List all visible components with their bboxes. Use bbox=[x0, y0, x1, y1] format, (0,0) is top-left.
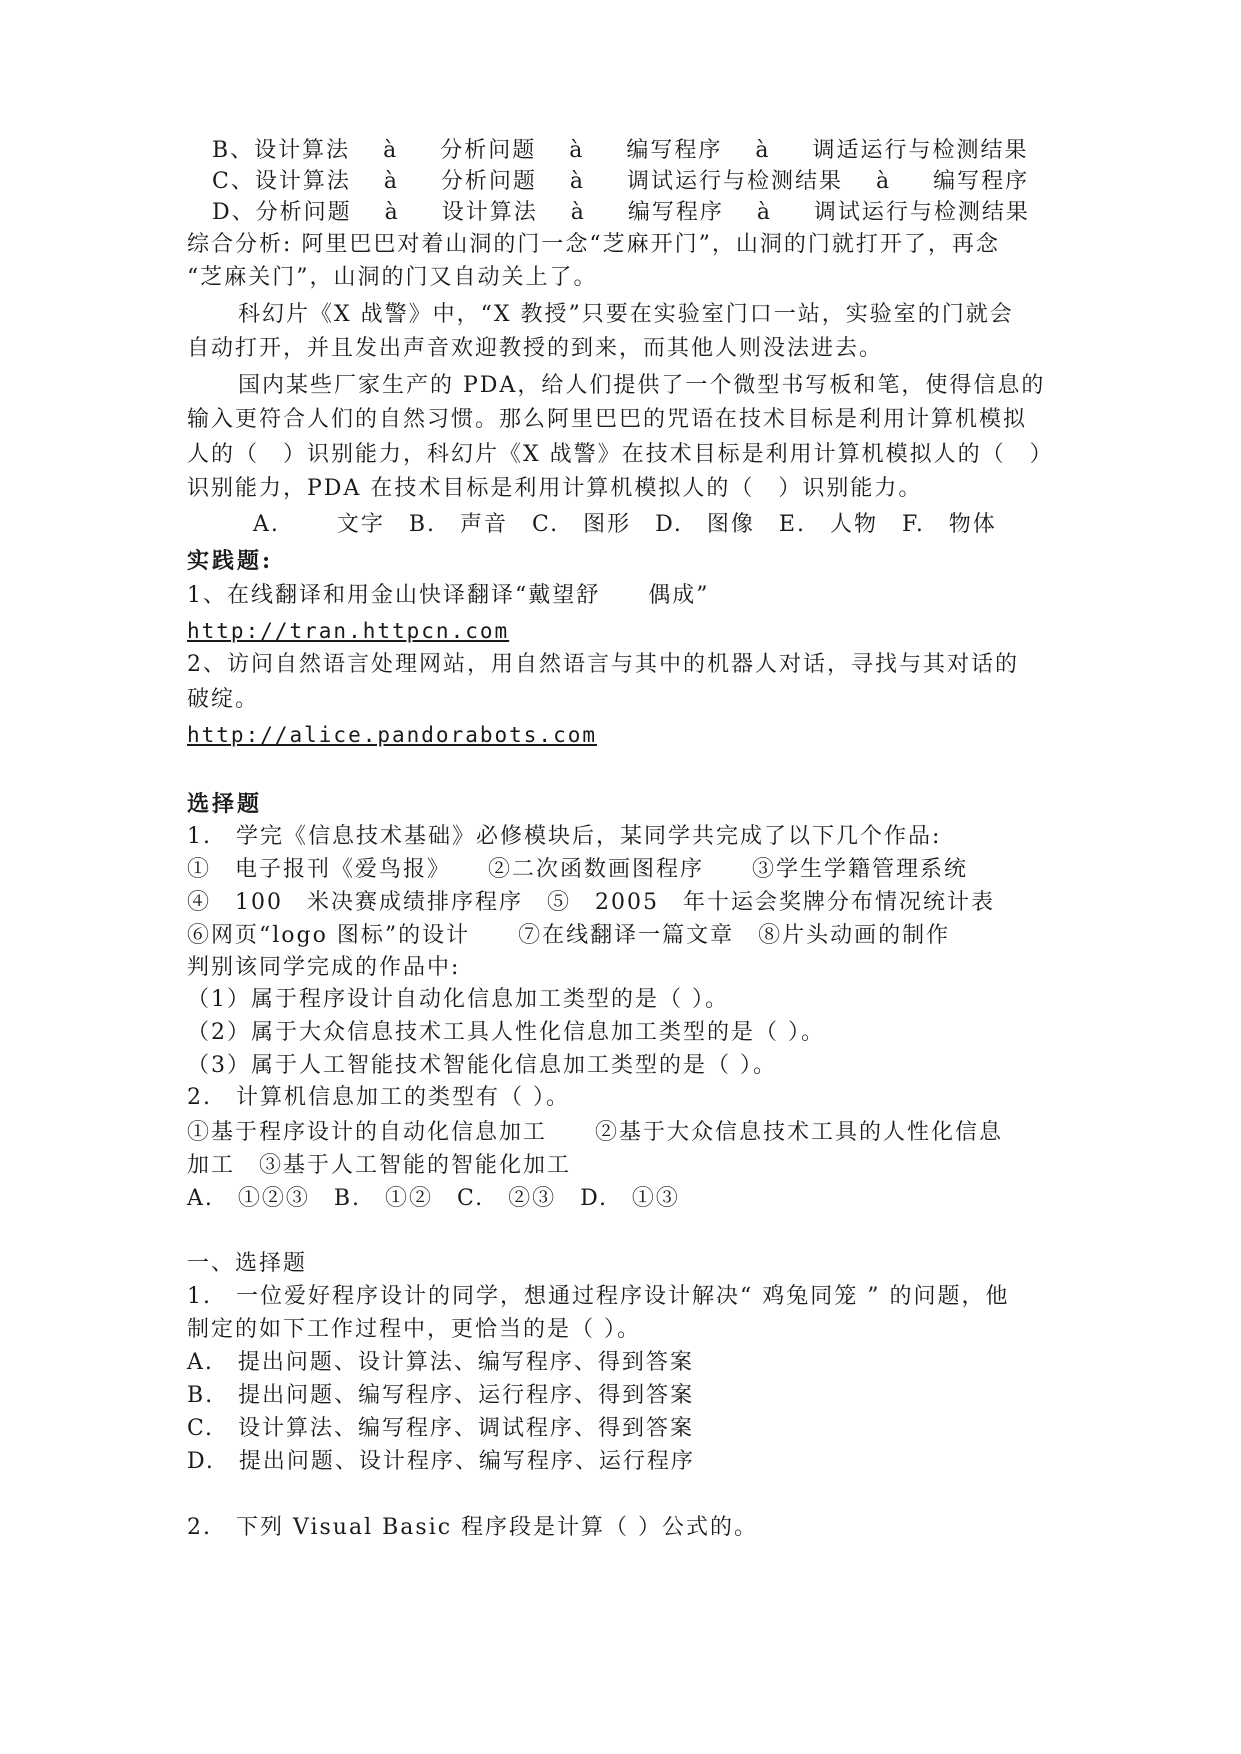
choice2-option-c: C. 设计算法、编写程序、调试程序、得到答案 bbox=[187, 1416, 695, 1441]
analysis-p3-line3: 人的（ ）识别能力，科幻片《X 战警》在技术目标是利用计算机模拟人的（ ） bbox=[187, 442, 1054, 467]
practice-q2-line1: 2、访问自然语言处理网站，用自然语言与其中的机器人对话，寻找与其对话的 bbox=[187, 652, 1019, 677]
analysis-p3-line2: 输入更符合人们的自然习惯。那么阿里巴巴的咒语在技术目标是利用计算机模拟 bbox=[187, 407, 1028, 432]
choice1-q1: 1. 学完《信息技术基础》必修模块后，某同学共完成了以下几个作品: bbox=[187, 824, 942, 849]
choice1-heading: 选择题 bbox=[187, 791, 263, 817]
option-d: D、分析问题 à 设计算法 à 编写程序 à 调试运行与检测结果 bbox=[212, 200, 1030, 225]
analysis-p2-line1: 科幻片《X 战警》中，“X 教授”只要在实验室门口一站，实验室的门就会 bbox=[238, 302, 1014, 327]
choice2-q2: 2. 下列 Visual Basic 程序段是计算（ ）公式的。 bbox=[187, 1515, 759, 1540]
choice1-q2-options: A. ①②③ B. ①② C. ②③ D. ①③ bbox=[187, 1186, 680, 1211]
option-c: C、设计算法 à 分析问题 à 调试运行与检测结果 à 编写程序 bbox=[212, 169, 1030, 194]
practice-heading: 实践题: bbox=[187, 548, 274, 574]
choice1-q2: 2. 计算机信息加工的类型有（ ）。 bbox=[187, 1085, 570, 1110]
choice1-works-line2: ④ 100 米决赛成绩排序程序 ⑤ 2005 年十运会奖牌分布情况统计表 bbox=[187, 890, 995, 915]
choice1-sub2: （2）属于大众信息技术工具人性化信息加工类型的是（ ）。 bbox=[187, 1020, 825, 1045]
choice2-option-a: A. 提出问题、设计算法、编写程序、得到答案 bbox=[187, 1350, 694, 1375]
analysis-p1-line1: 综合分析: 阿里巴巴对着山洞的门一念“芝麻开门”，山洞的门就打开了，再念 bbox=[187, 232, 1000, 257]
choice2-heading: 一、选择题 bbox=[187, 1251, 308, 1276]
practice-q1: 1、在线翻译和用金山快译翻译“戴望舒 偶成” bbox=[187, 583, 710, 608]
choice2-option-b: B. 提出问题、编写程序、运行程序、得到答案 bbox=[187, 1383, 695, 1408]
analysis-p2-line2: 自动打开，并且发出声音欢迎教授的到来，而其他人则没法进去。 bbox=[187, 336, 884, 361]
choice1-q2-line1: ①基于程序设计的自动化信息加工 ②基于大众信息技术工具的人性化信息 bbox=[187, 1120, 1004, 1145]
analysis-options: A. 文字 B. 声音 C. 图形 D. 图像 E. 人物 F. 物体 bbox=[253, 512, 997, 537]
choice2-q1-line2: 制定的如下工作过程中，更恰当的是（ ）。 bbox=[187, 1317, 641, 1342]
choice1-judge: 判别该同学完成的作品中: bbox=[187, 955, 461, 980]
practice-q2-line2: 破绽。 bbox=[187, 687, 260, 712]
choice2-option-d: D. 提出问题、设计程序、编写程序、运行程序 bbox=[187, 1449, 695, 1474]
choice1-works-line3: ⑥网页“logo 图标”的设计 ⑦在线翻译一篇文章 ⑧片头动画的制作 bbox=[187, 923, 951, 948]
choice1-sub1: （1）属于程序设计自动化信息加工类型的是（ ）。 bbox=[187, 987, 729, 1012]
practice-url2-link[interactable]: http://alice.pandorabots.com bbox=[187, 723, 598, 747]
choice2-q1-line1: 1. 一位爱好程序设计的同学，想通过程序设计解决“ 鸡兔同笼 ” 的问题，他 bbox=[187, 1284, 1010, 1309]
choice1-q2-line2: 加工 ③基于人工智能的智能化加工 bbox=[187, 1153, 572, 1178]
analysis-p3-line4: 识别能力，PDA 在技术目标是利用计算机模拟人的（ ）识别能力。 bbox=[187, 476, 923, 501]
choice1-works-line1: ① 电子报刊《爱鸟报》 ②二次函数画图程序 ③学生学籍管理系统 bbox=[187, 857, 969, 882]
analysis-p1-line2: “芝麻关门”，山洞的门又自动关上了。 bbox=[187, 265, 598, 290]
practice-url1-link[interactable]: http://tran.httpcn.com bbox=[187, 619, 510, 643]
analysis-p3-line1: 国内某些厂家生产的 PDA，给人们提供了一个微型书写板和笔，使得信息的 bbox=[238, 373, 1046, 398]
choice1-sub3: （3）属于人工智能技术智能化信息加工类型的是（ ）。 bbox=[187, 1053, 777, 1078]
option-b: B、设计算法 à 分析问题 à 编写程序 à 调适运行与检测结果 bbox=[212, 138, 1029, 163]
